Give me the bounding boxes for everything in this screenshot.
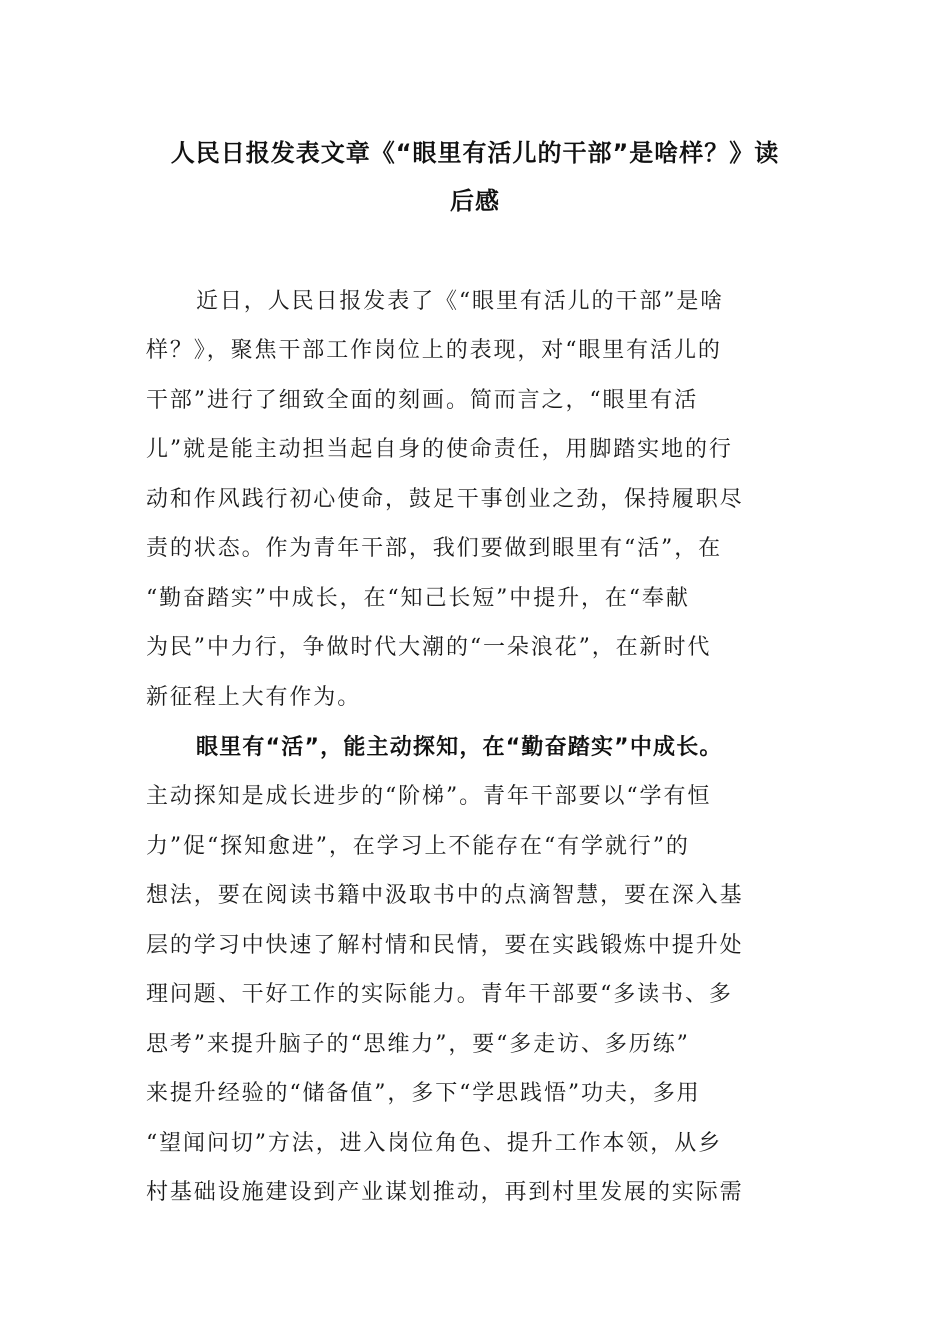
paragraph-2-line: 来提升经验的“储备值”，多下“学思践悟”功夫，多用 [146, 1081, 701, 1106]
paragraph-2-line: 村基础设施建设到产业谋划推动，再到村里发展的实际需 [146, 1180, 744, 1205]
paragraph-1-line: 近日，人民日报发表了《“眼里有活儿的干部”是啥 [196, 289, 725, 314]
paragraph-1-line: 样？》，聚焦干部工作岗位上的表现，对“眼里有活儿的 [146, 338, 722, 363]
document-title-line-2: 后感 [450, 187, 500, 215]
paragraph-1-line: 责的状态。作为青年干部，我们要做到眼里有“活”，在 [146, 536, 722, 561]
paragraph-1-line: 新征程上大有作为。 [146, 685, 362, 710]
paragraph-2-line: 思考”来提升脑子的“思维力”，要“多走访、多历练” [146, 1032, 690, 1057]
paragraph-2-line: 力”促“探知愈进”，在学习上不能存在“有学就行”的 [146, 834, 690, 859]
paragraph-2-line: 理问题、干好工作的实际能力。青年干部要“多读书、多 [146, 982, 733, 1007]
paragraph-1-line: 干部”进行了细致全面的刻画。简而言之，“眼里有活 [146, 388, 699, 413]
paragraph-2-line: 层的学习中快速了解村情和民情，要在实践锻炼中提升处 [146, 933, 744, 958]
paragraph-1-line: “勤奋踏实”中成长，在“知己长短”中提升，在“奉献 [146, 586, 690, 611]
section-heading: 眼里有“活”，能主动探知，在“勤奋踏实”中成长。 [196, 735, 723, 760]
paragraph-1-line: 为民”中力行，争做时代大潮的“一朵浪花”，在新时代 [146, 635, 712, 660]
paragraph-1-line: 儿”就是能主动担当起自身的使命责任，用脚踏实地的行 [146, 437, 733, 462]
paragraph-1-line: 动和作风践行初心使命，鼓足干事创业之劲，保持履职尽 [146, 487, 744, 512]
paragraph-2-line: 想法，要在阅读书籍中汲取书中的点滴智慧，要在深入基 [146, 883, 744, 908]
document-title-line-1: 人民日报发表文章《“眼里有活儿的干部”是啥样？》读 [170, 139, 780, 167]
paragraph-2-line: 主动探知是成长进步的“阶梯”。青年干部要以“学有恒 [146, 784, 712, 809]
paragraph-2-line: “望闻问切”方法，进入岗位角色、提升工作本领，从乡 [146, 1131, 722, 1156]
